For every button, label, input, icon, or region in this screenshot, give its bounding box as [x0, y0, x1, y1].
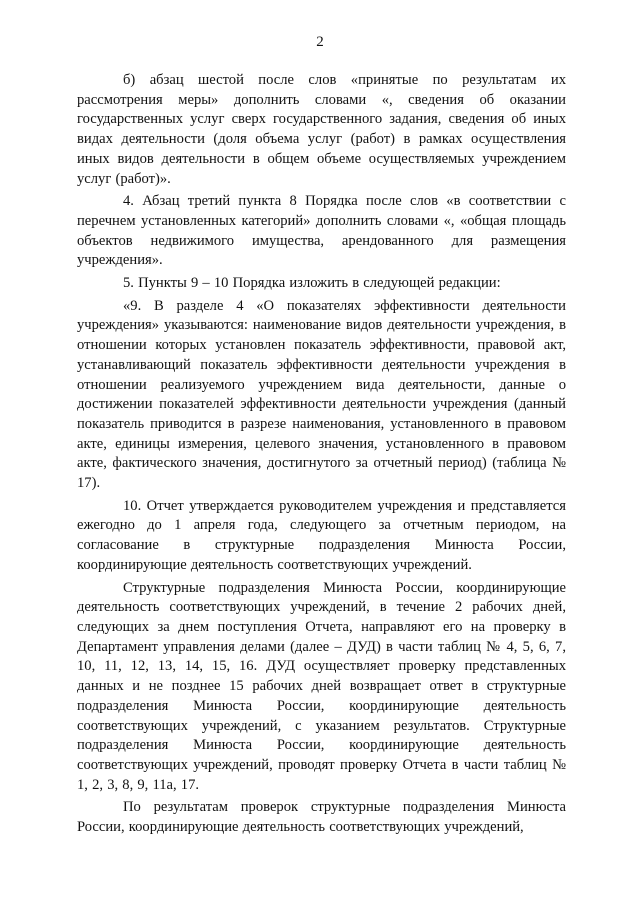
paragraph-4: 4. Абзац третий пункта 8 Порядка после слов «в соответствии с перечнем установленных категорий» дополнить словами «, «общая площадь объектов недвижимого имущества, арендованного для размещения учреждения». [77, 193, 566, 269]
paragraph-results: По результатам проверок структурные подразделения Минюста России, координирующие деятельность соответствующих учреждений, [77, 799, 566, 836]
paragraph-10: 10. Отчет утверждается руководителем учреждения и представляется ежегодно до 1 апреля года, следующего за отчетным периодом, на согласование в структурные подразделения Минюста России, координирующие деятельность соответствующих учреждений. [77, 497, 566, 573]
paragraph-structural-divisions: Структурные подразделения Минюста России, координирующие деятельность соответствующих учреждений, в течение 2 рабочих дней, следующих за днем поступления Отчета, направляют его на проверку в Департамент управления делами (далее – ДУД) в части таблиц № 4, 5, 6, 7, 10, 11, 12, 13, 14, 15, 16. ДУД осуществляет проверку представленных данных и не позднее 15 рабочих дней возвращает ответ в структурные подразделения Минюста России, координирующие деятельность соответствующих учреждений, с указанием результатов. Структурные подразделения Минюста России, координирующие деятельность соответствующих учреждений, проводят проверку Отчета в части таблиц № 1, 2, 3, 8, 9, 11а, 17. [77, 579, 566, 793]
paragraph-5: 5. Пункты 9 – 10 Порядка изложить в следующей редакции: [123, 275, 501, 292]
document-body [77, 71, 566, 838]
paragraph-9: «9. В разделе 4 «О показателях эффективности деятельности учреждения» указываются: наименование видов деятельности учреждения, в отношении которых установлен показатель эффективности, правовой акт, устанавливающий показатель эффективности деятельности учреждения в отношении реализуемого учреждением вида деятельности, данные о достижении показателей эффективности деятельности учреждения (данный показатель приводится в разрезе наименования, установленного в правовом акте, единицы измерения, целевого значения, установленного в правовом акте, фактического значения, достигнутого за отчетный период) (таблица № 17). [77, 297, 566, 492]
page-number: 2 [316, 34, 324, 50]
paragraph-b: б) абзац шестой после слов «принятые по результатам их рассмотрения меры» дополнить словами «, сведения об оказании государственных услуг сверх государственного задания, сведения об иных видах деятельности (доля объема услуг (работ) в рамках осуществления иных видов деятельности в общем объеме осуществляемых учреждением услуг (работ)». [77, 72, 566, 187]
